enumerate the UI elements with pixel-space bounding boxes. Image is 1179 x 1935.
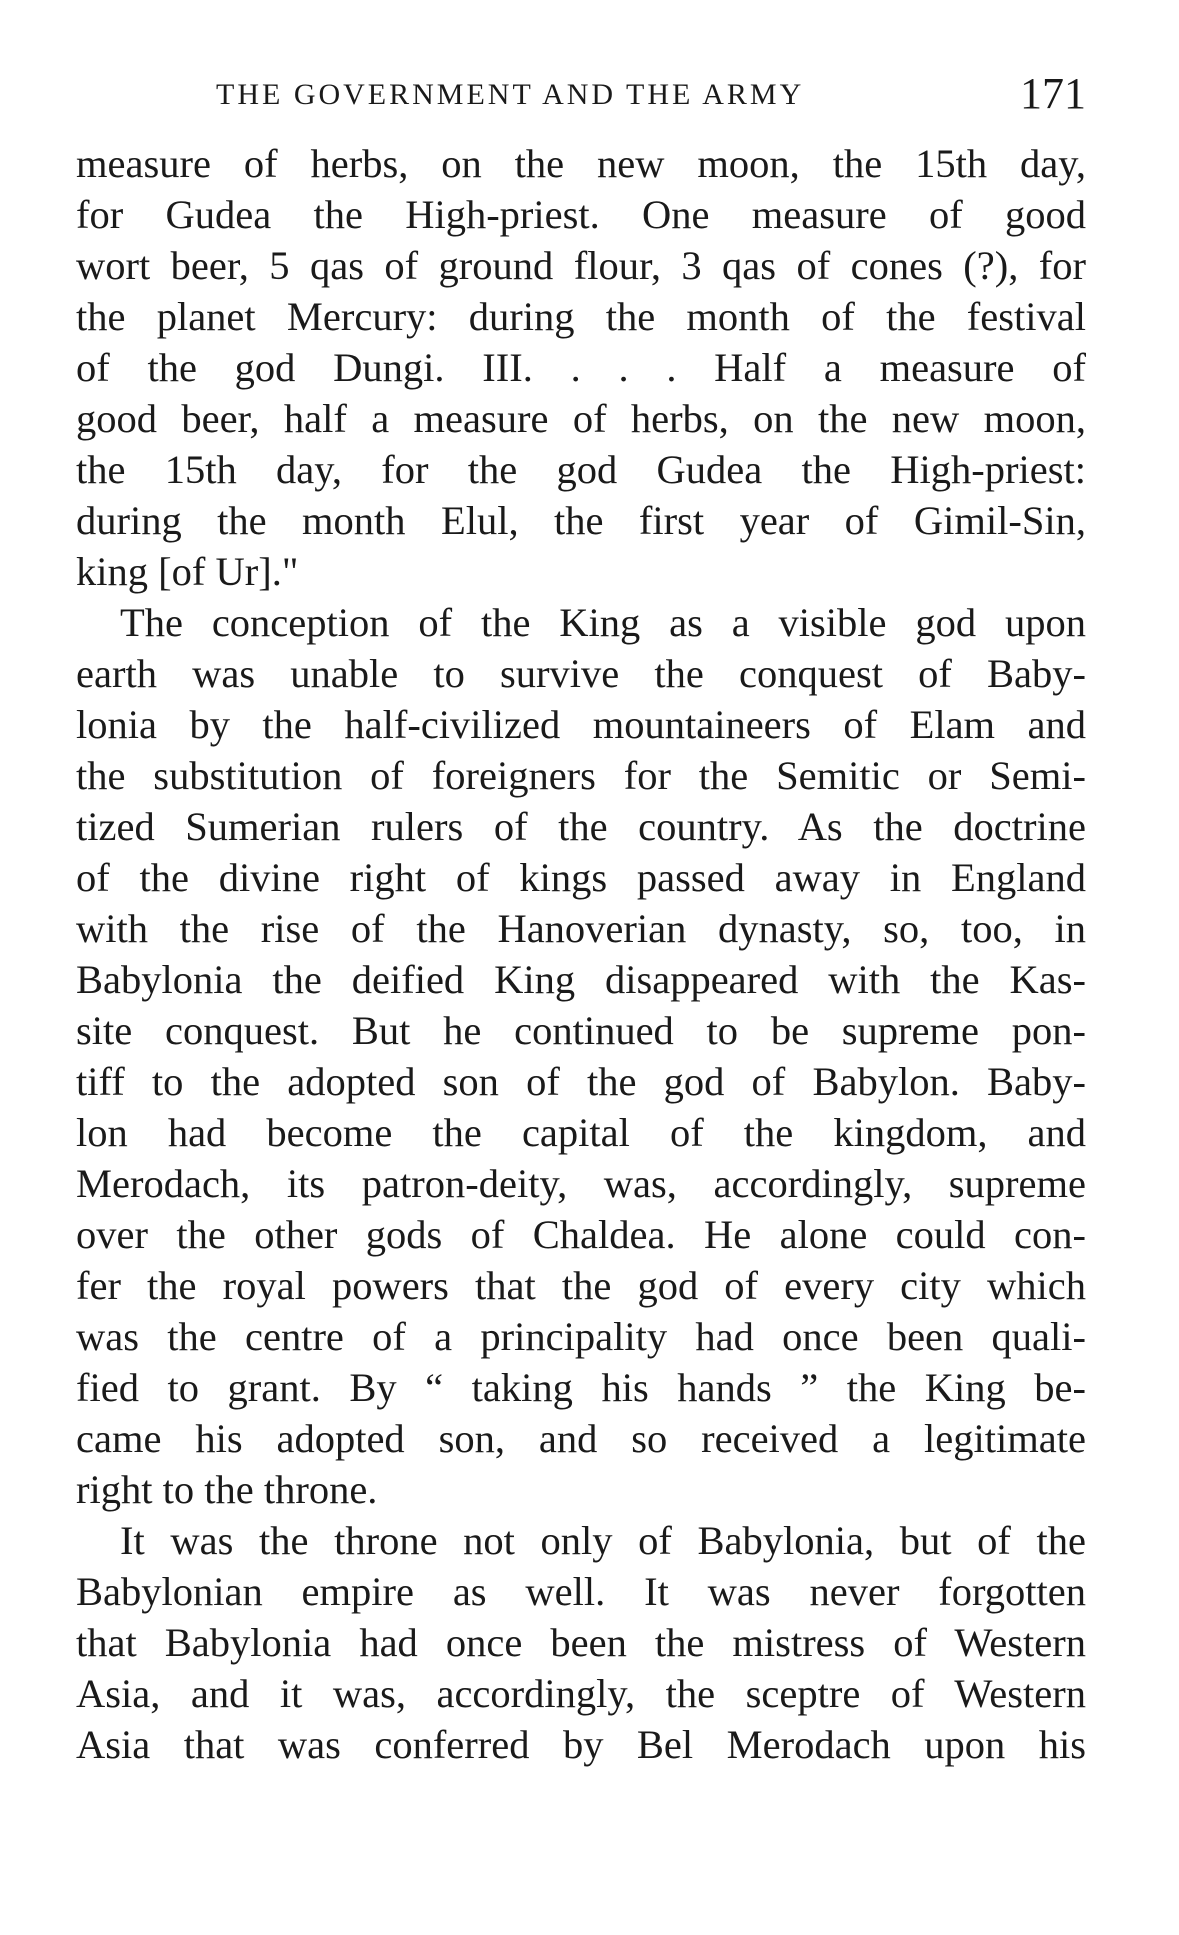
text-line: lonia by the half-civilized mountaineers of Elam and <box>76 702 1086 747</box>
page-number: 171 <box>1020 69 1086 118</box>
text-line: for Gudea the High-priest. One measure of good <box>76 192 1086 237</box>
body-text <box>76 138 1086 1770</box>
text-line: fied to grant. By “ taking his hands ” the King be- <box>76 1365 1086 1410</box>
text-line: the 15th day, for the god Gudea the High-priest: <box>76 447 1086 492</box>
paragraph-3 <box>76 1515 1086 1770</box>
text-line: was the centre of a principality had once been quali- <box>76 1314 1086 1359</box>
text-line: Asia that was conferred by Bel Merodach upon his <box>76 1722 1086 1767</box>
text-line: came his adopted son, and so received a legitimate <box>76 1416 1086 1461</box>
text-line: the substitution of foreigners for the Semitic or Semi- <box>76 753 1086 798</box>
text-line: king [of Ur]." <box>76 549 299 594</box>
text-line: tiff to the adopted son of the god of Babylon. Baby- <box>76 1059 1086 1104</box>
running-title: THE GOVERNMENT AND THE ARMY <box>216 78 805 111</box>
paragraph-2 <box>76 597 1086 1515</box>
text-line: Babylonian empire as well. It was never forgotten <box>76 1569 1086 1614</box>
text-line: lon had become the capital of the kingdom, and <box>76 1110 1086 1155</box>
text-line: wort beer, 5 qas of ground flour, 3 qas of cones (?), for <box>76 243 1086 288</box>
text-line: the planet Mercury: during the month of the festival <box>76 294 1086 339</box>
text-line: right to the throne. <box>76 1467 378 1512</box>
text-line: of the god Dungi. III. . . . Half a measure of <box>76 345 1086 390</box>
running-head <box>76 60 1086 120</box>
text-line: Asia, and it was, accordingly, the sceptre of Western <box>76 1671 1086 1716</box>
text-line: The conception of the King as a visible god upon <box>120 600 1086 645</box>
text-line: fer the royal powers that the god of every city which <box>76 1263 1086 1308</box>
text-line: with the rise of the Hanoverian dynasty, so, too, in <box>76 906 1086 951</box>
text-line: site conquest. But he continued to be supreme pon- <box>76 1008 1086 1053</box>
text-line: that Babylonia had once been the mistress of Western <box>76 1620 1086 1665</box>
text-line: earth was unable to survive the conquest of Baby- <box>76 651 1086 696</box>
text-line: good beer, half a measure of herbs, on the new moon, <box>76 396 1086 441</box>
text-line: during the month Elul, the first year of Gimil-Sin, <box>76 498 1086 543</box>
text-line: Merodach, its patron-deity, was, accordingly, supreme <box>76 1161 1086 1206</box>
text-line: It was the throne not only of Babylonia, but of the <box>120 1518 1086 1563</box>
text-line: over the other gods of Chaldea. He alone could con- <box>76 1212 1086 1257</box>
text-line: measure of herbs, on the new moon, the 15th day, <box>76 141 1086 186</box>
paragraph-1 <box>76 138 1086 597</box>
text-line: tized Sumerian rulers of the country. As the doctrine <box>76 804 1086 849</box>
book-page <box>76 60 1086 1770</box>
text-line: Babylonia the deified King disappeared with the Kas- <box>76 957 1086 1002</box>
text-line: of the divine right of kings passed away in England <box>76 855 1086 900</box>
